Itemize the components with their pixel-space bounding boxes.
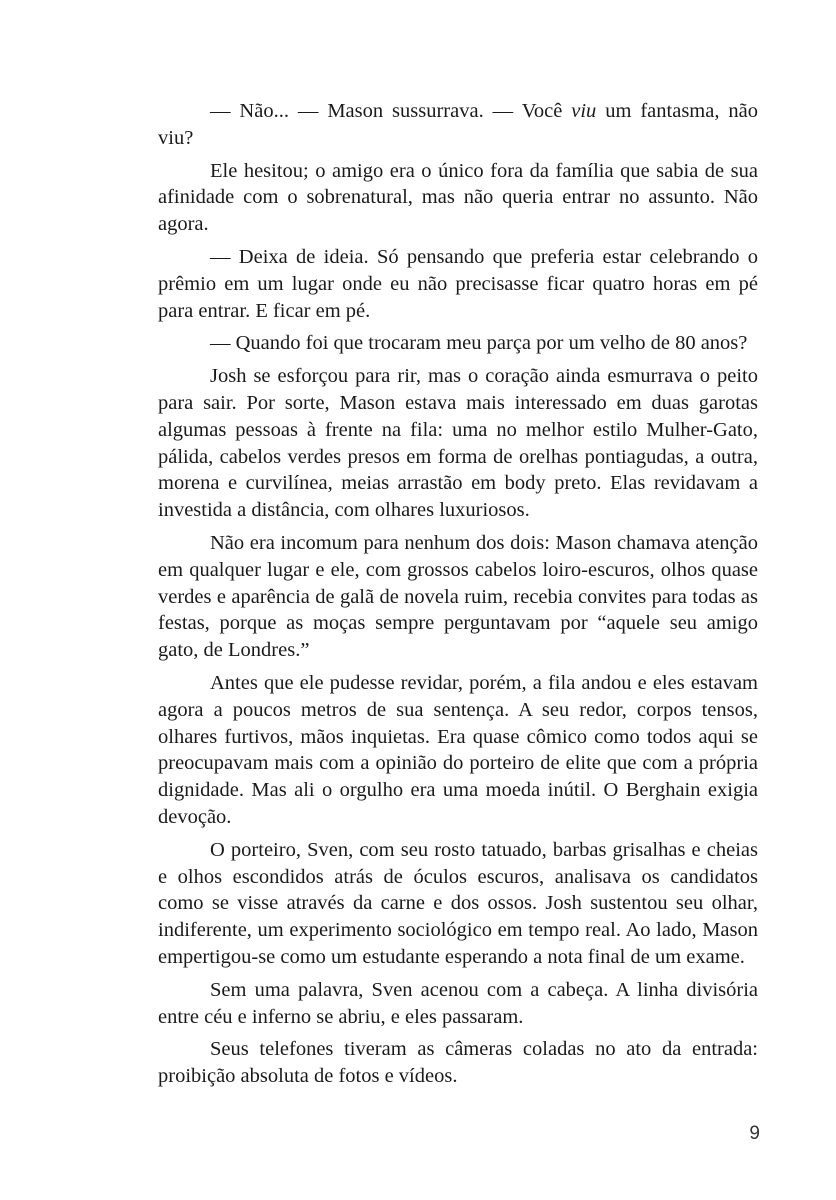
paragraph-6: Não era incomum para nenhum dos dois: Mason chamava atenção em qualquer lugar e ele, com grossos cabelos loiro-escuros, olhos quase verdes e aparência de galã de novela ruim, recebia convites para todas as festas, porque as moças sempre perguntavam por “aquele seu amigo gato, de Londres.” bbox=[158, 531, 758, 662]
paragraph-10: Seus telefones tiveram as câmeras coladas no ato da entrada: proibição absoluta de fotos e vídeos. bbox=[158, 1038, 758, 1088]
paragraph-1 bbox=[158, 98, 758, 152]
paragraph-9: Sem uma palavra, Sven acenou com a cabeça. A linha divisória entre céu e inferno se abriu, e eles passaram. bbox=[158, 978, 758, 1028]
paragraph-1-before: — Não... — Mason sussurrava. — Você bbox=[210, 100, 572, 122]
paragraph-1-after: um fantasma, não viu? bbox=[158, 100, 758, 149]
paragraph-3: — Deixa de ideia. Só pensando que preferia estar celebrando o prêmio em um lugar onde eu não precisasse ficar quatro horas em pé para entrar. E ficar em pé. bbox=[158, 245, 758, 322]
paragraph-4: — Quando foi que trocaram meu parça por um velho de 80 anos? bbox=[210, 332, 748, 355]
body-text bbox=[158, 98, 758, 1096]
page-number: 9 bbox=[749, 1123, 760, 1144]
paragraph-5: Josh se esforçou para rir, mas o coração ainda esmurrava o peito para sair. Por sorte, Mason estava mais interessado em duas garotas algumas pessoas à frente na fila: uma no melhor estilo Mulher-Gato, pálida, cabelos verdes presos em forma de orelhas pontiagudas, a outra, morena e curvilínea, meias arrastão em body preto. Elas revidavam a investida a distância, com olhares luxuriosos. bbox=[158, 365, 758, 522]
paragraph-8: O porteiro, Sven, com seu rosto tatuado, barbas grisalhas e cheias e olhos escondidos atrás de óculos escuros, analisava os candidatos como se visse através da carne e dos ossos. Josh sustentou seu olhar, indiferente, um experimento sociológico em tempo real. Ao lado, Mason empertigou-se como um estudante esperando a nota final de um exame. bbox=[158, 838, 758, 968]
paragraph-1-emphasis: viu bbox=[571, 100, 597, 122]
paragraph-2: Ele hesitou; o amigo era o único fora da família que sabia de sua afinidade com o sobrenatural, mas não queria entrar no assunto. Não agora. bbox=[158, 159, 758, 236]
paragraph-7: Antes que ele pudesse revidar, porém, a fila andou e eles estavam agora a poucos metros de sua sentença. A seu redor, corpos tensos, olhares furtivos, mãos inquietas. Era quase cômico como todos aqui se preocupavam mais com a opinião do porteiro de elite que com a própria dignidade. Mas ali o orgulho era uma moeda inútil. O Berghain exigia devoção. bbox=[158, 671, 758, 828]
